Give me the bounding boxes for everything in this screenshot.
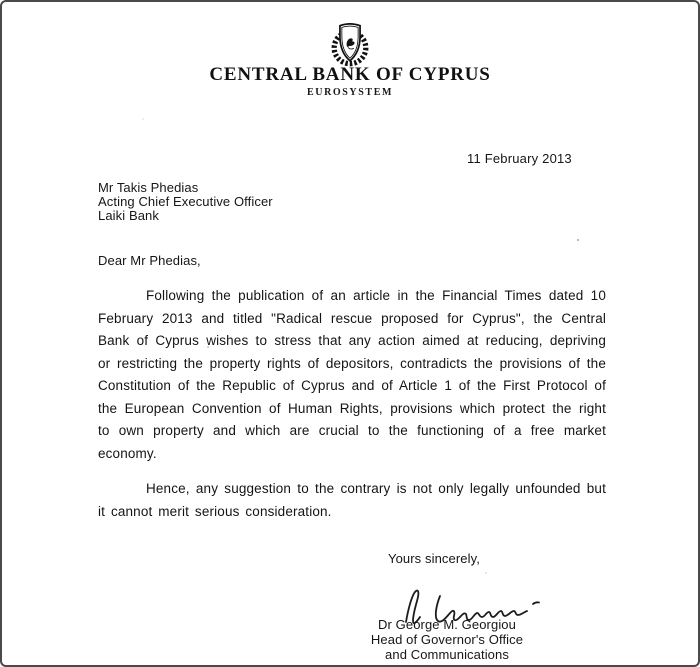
signatory-title-line2: and Communications xyxy=(385,647,509,662)
signatory-name: Dr George M. Georgiou xyxy=(378,617,516,632)
signatory-block xyxy=(337,617,557,662)
letterhead-subtitle: EUROSYSTEM xyxy=(306,87,393,98)
scan-noise-specks xyxy=(2,2,4,4)
letter-date: 11 February 2013 xyxy=(467,151,572,166)
valediction: Yours sincerely, xyxy=(388,551,480,566)
recipient-title: Acting Chief Executive Officer xyxy=(98,193,273,209)
letter-body xyxy=(98,285,606,536)
cyprus-coat-of-arms-icon xyxy=(327,22,373,68)
body-paragraph-1: Following the publication of an article in the Financial Times dated 10 February 2013 and titled "Radical rescue proposed for Cyprus", the Central Bank of Cyprus wishes to stress that any action aimed at reducing, depriving or restricting the property rights of depositors, contradicts the provisions of the Constitution of the Republic of Cyprus and of Article 1 of the First Protocol of the European Convention of Human Rights, provisions which protect the right to own property and which are crucial to the functioning of a free market economy. xyxy=(98,288,606,461)
body-paragraph-2: Hence, any suggestion to the contrary is not only legally unfounded but it cannot merit serious consideration. xyxy=(98,481,606,519)
recipient-organization: Laiki Bank xyxy=(98,207,159,223)
recipient-name: Mr Takis Phedias xyxy=(98,180,199,195)
bank-name: CENTRAL BANK OF CYPRUS xyxy=(209,64,491,85)
salutation: Dear Mr Phedias, xyxy=(98,253,201,268)
recipient-block xyxy=(98,181,273,222)
signatory-title-line1: Head of Governor's Office xyxy=(370,632,524,647)
